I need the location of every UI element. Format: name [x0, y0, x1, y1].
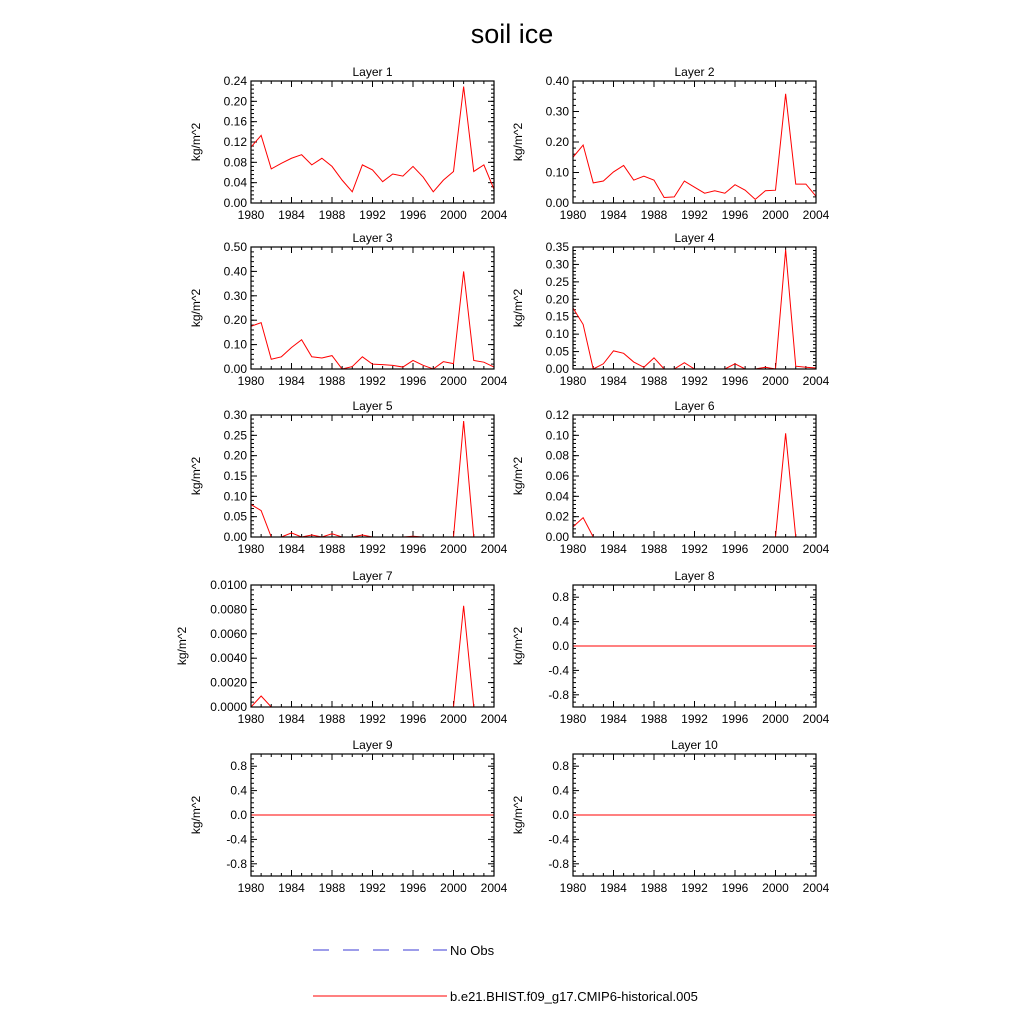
y-tick-label: 0.20: [223, 94, 247, 109]
panel-layer-9: [189, 738, 508, 895]
y-tick-label: 0.30: [223, 408, 247, 422]
y-tick-label: 0.40: [223, 264, 247, 279]
y-tick-label: 0.05: [545, 344, 569, 359]
panel-title: Layer 4: [674, 231, 715, 245]
y-axis-label: kg/m^2: [511, 288, 525, 328]
x-tick-label: 1984: [278, 881, 305, 895]
x-tick-label: 2000: [440, 208, 467, 222]
y-tick-label: 0.05: [223, 509, 247, 524]
x-tick-label: 1996: [399, 881, 427, 895]
y-tick-label: 0.0000: [210, 700, 247, 714]
y-tick-label: 0.20: [223, 448, 247, 463]
x-tick-label: 1992: [359, 542, 386, 556]
x-tick-label: 2000: [762, 881, 789, 895]
x-tick-label: 2000: [762, 208, 789, 222]
series-line: [573, 250, 816, 369]
x-tick-label: 1980: [237, 881, 265, 895]
x-tick-label: 2000: [762, 374, 789, 388]
legend-obs-label: No Obs: [450, 943, 495, 958]
panel-title: Layer 9: [352, 738, 393, 752]
y-tick-label: 0.0040: [210, 651, 247, 666]
plot-frame: [573, 81, 816, 203]
x-tick-label: 1984: [278, 712, 305, 726]
panel-title: Layer 8: [674, 569, 715, 583]
y-tick-label: 0.50: [223, 240, 247, 254]
y-tick-label: 0.0060: [210, 626, 247, 641]
x-tick-label: 1988: [640, 542, 668, 556]
x-tick-label: 2004: [802, 712, 830, 726]
y-tick-label: 0.02: [545, 509, 569, 524]
y-tick-label: 0.24: [223, 74, 247, 88]
y-tick-label: 0.0: [552, 639, 569, 653]
y-tick-label: -0.4: [548, 832, 569, 847]
y-tick-label: 0.30: [545, 257, 569, 272]
y-axis-label: kg/m^2: [189, 122, 203, 162]
x-tick-label: 1988: [640, 712, 668, 726]
y-tick-label: 0.00: [223, 530, 247, 544]
plot-frame: [251, 415, 494, 537]
x-tick-label: 1980: [559, 374, 587, 388]
x-tick-label: 2004: [802, 881, 830, 895]
x-tick-label: 1980: [237, 374, 265, 388]
y-tick-label: 0.15: [223, 469, 247, 483]
x-tick-label: 1996: [721, 881, 749, 895]
y-tick-label: 0.0080: [210, 602, 247, 617]
y-tick-label: 0.20: [545, 292, 569, 307]
x-tick-label: 1980: [559, 712, 587, 726]
x-tick-label: 1984: [278, 374, 305, 388]
legend: [313, 943, 698, 1004]
x-tick-label: 1980: [237, 208, 265, 222]
x-tick-label: 2000: [440, 542, 467, 556]
x-tick-label: 1980: [559, 542, 587, 556]
y-tick-label: 0.06: [545, 469, 569, 483]
y-tick-label: 0.0100: [210, 578, 247, 592]
x-tick-label: 2004: [802, 374, 830, 388]
y-tick-label: 0.4: [230, 783, 247, 798]
x-tick-label: 1984: [600, 374, 627, 388]
y-tick-label: 0.30: [545, 104, 569, 119]
y-tick-label: 0.30: [223, 288, 247, 303]
plot-frame: [573, 415, 816, 537]
y-tick-label: 0.00: [223, 362, 247, 376]
x-tick-label: 1996: [721, 374, 749, 388]
x-tick-label: 1988: [318, 712, 346, 726]
y-tick-label: -0.4: [226, 832, 247, 847]
y-axis-label: kg/m^2: [175, 626, 189, 666]
y-tick-label: 0.0: [552, 808, 569, 822]
x-tick-label: 1992: [359, 881, 386, 895]
x-tick-label: 2000: [762, 542, 789, 556]
panel-layer-10: [511, 738, 830, 895]
y-axis-label: kg/m^2: [189, 288, 203, 328]
x-tick-label: 2004: [802, 208, 830, 222]
panel-title: Layer 5: [352, 399, 393, 413]
panel-layer-6: [511, 399, 830, 556]
x-tick-label: 1992: [359, 208, 386, 222]
y-tick-label: 0.25: [545, 274, 569, 289]
y-tick-label: 0.08: [545, 448, 569, 463]
plot-frame: [573, 247, 816, 369]
panel-title: Layer 3: [352, 231, 393, 245]
x-tick-label: 1980: [559, 208, 587, 222]
x-tick-label: 2004: [480, 881, 508, 895]
panel-layer-2: [511, 65, 830, 222]
y-tick-label: 0.08: [223, 155, 247, 170]
plot-frame: [251, 585, 494, 707]
y-tick-label: 0.10: [545, 327, 569, 342]
x-tick-label: 1980: [237, 542, 265, 556]
y-tick-label: 0.00: [545, 196, 569, 210]
y-tick-label: -0.8: [548, 687, 569, 702]
y-tick-label: 0.12: [545, 408, 569, 422]
y-tick-label: 0.35: [545, 240, 569, 254]
x-tick-label: 1996: [721, 712, 749, 726]
series-line: [251, 421, 494, 537]
x-tick-label: 1984: [600, 208, 627, 222]
y-tick-label: 0.10: [545, 165, 569, 180]
x-tick-label: 2000: [440, 712, 467, 726]
x-tick-label: 1984: [600, 542, 627, 556]
y-tick-label: 0.8: [230, 759, 247, 774]
y-axis-label: kg/m^2: [189, 795, 203, 835]
panel-layer-7: [175, 569, 508, 726]
x-tick-label: 1988: [640, 374, 668, 388]
y-tick-label: 0.10: [223, 337, 247, 352]
x-tick-label: 2004: [802, 542, 830, 556]
x-tick-label: 1988: [318, 374, 346, 388]
plot-frame: [251, 81, 494, 203]
y-tick-label: 0.00: [545, 530, 569, 544]
panel-title: Layer 10: [671, 738, 718, 752]
panel-title: Layer 7: [352, 569, 393, 583]
y-tick-label: 0.00: [223, 196, 247, 210]
x-tick-label: 1984: [600, 881, 627, 895]
y-tick-label: 0.8: [552, 759, 569, 774]
y-axis-label: kg/m^2: [511, 456, 525, 496]
x-tick-label: 1988: [318, 208, 346, 222]
x-tick-label: 1988: [640, 881, 668, 895]
x-tick-label: 1992: [681, 712, 708, 726]
x-tick-label: 1996: [399, 542, 427, 556]
y-tick-label: 0.04: [223, 175, 247, 190]
series-line: [573, 94, 816, 200]
y-tick-label: 0.20: [223, 313, 247, 328]
panel-layer-4: [511, 231, 830, 388]
x-tick-label: 1996: [721, 208, 749, 222]
x-tick-label: 1980: [559, 881, 587, 895]
y-tick-label: 0.25: [223, 428, 247, 443]
series-line: [251, 606, 494, 707]
x-tick-label: 1996: [721, 542, 749, 556]
y-tick-label: 0.12: [223, 135, 247, 149]
y-axis-label: kg/m^2: [189, 456, 203, 496]
y-tick-label: 0.0: [230, 808, 247, 822]
x-tick-label: 1996: [399, 712, 427, 726]
y-axis-label: kg/m^2: [511, 795, 525, 835]
panel-title: Layer 1: [352, 65, 393, 79]
series-line: [573, 433, 816, 537]
x-tick-label: 1992: [359, 374, 386, 388]
x-tick-label: 2004: [480, 712, 508, 726]
y-axis-label: kg/m^2: [511, 122, 525, 162]
x-tick-label: 1996: [399, 208, 427, 222]
legend-model-label: b.e21.BHIST.f09_g17.CMIP6-historical.005: [450, 989, 698, 1004]
x-tick-label: 1992: [359, 712, 386, 726]
x-tick-label: 1984: [278, 208, 305, 222]
x-tick-label: 1992: [681, 542, 708, 556]
x-tick-label: 1980: [237, 712, 265, 726]
x-tick-label: 2004: [480, 374, 508, 388]
panels: [175, 65, 830, 895]
x-tick-label: 1988: [318, 542, 346, 556]
y-axis-label: kg/m^2: [511, 626, 525, 666]
x-tick-label: 1996: [399, 374, 427, 388]
y-tick-label: 0.8: [552, 590, 569, 605]
panel-title: Layer 6: [674, 399, 715, 413]
y-tick-label: 0.00: [545, 362, 569, 376]
series-line: [251, 87, 494, 192]
y-tick-label: -0.8: [548, 856, 569, 871]
y-tick-label: 0.20: [545, 135, 569, 149]
y-tick-label: -0.4: [548, 663, 569, 678]
panel-layer-8: [511, 569, 830, 726]
y-tick-label: -0.8: [226, 856, 247, 871]
y-tick-label: 0.0020: [210, 675, 247, 690]
series-line: [251, 271, 494, 369]
y-tick-label: 0.4: [552, 614, 569, 629]
x-tick-label: 2000: [762, 712, 789, 726]
x-tick-label: 1992: [681, 208, 708, 222]
y-tick-label: 0.04: [545, 489, 569, 504]
x-tick-label: 1984: [600, 712, 627, 726]
x-tick-label: 1984: [278, 542, 305, 556]
y-tick-label: 0.15: [545, 309, 569, 324]
x-tick-label: 1992: [681, 881, 708, 895]
panel-title: Layer 2: [674, 65, 715, 79]
x-tick-label: 2000: [440, 881, 467, 895]
panel-layer-3: [189, 231, 508, 388]
x-tick-label: 1992: [681, 374, 708, 388]
x-tick-label: 1988: [318, 881, 346, 895]
x-tick-label: 2000: [440, 374, 467, 388]
panel-layer-1: [189, 65, 508, 222]
y-tick-label: 0.10: [223, 489, 247, 504]
x-tick-label: 2004: [480, 542, 508, 556]
x-tick-label: 2004: [480, 208, 508, 222]
y-tick-label: 0.16: [223, 114, 247, 129]
x-tick-label: 1988: [640, 208, 668, 222]
figure-title: soil ice: [470, 19, 554, 49]
y-tick-label: 0.4: [552, 783, 569, 798]
y-tick-label: 0.40: [545, 74, 569, 88]
panel-layer-5: [189, 399, 508, 556]
y-tick-label: 0.10: [545, 428, 569, 443]
